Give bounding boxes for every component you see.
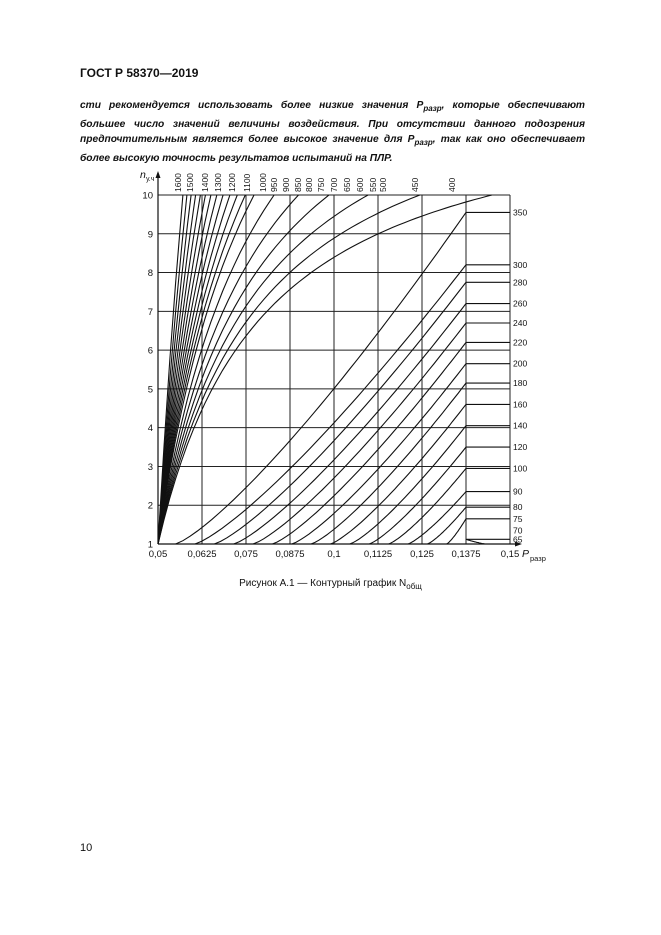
contour-label-top: 850 [293, 177, 303, 192]
y-tick-label: 3 [147, 461, 153, 473]
contour-label-right: 120 [513, 442, 528, 453]
body-text-part-2: , которые обеспечивают большее число значений величины воздействия. При отсутствии данного подозрения предпочтительным является более высокое значение для P [80, 100, 585, 146]
contour-label-right: 350 [513, 207, 528, 218]
contour-label-right: 240 [513, 317, 528, 328]
contour-label-top: 1200 [227, 173, 237, 192]
contour-label-top: 800 [304, 177, 314, 192]
contour-label-right: 160 [513, 399, 528, 410]
x-tick-label: 0,15 [500, 549, 520, 560]
body-text-part-1: сти рекомендуется использовать более низкие значения P [80, 100, 424, 111]
x-tick-label: 0,1125 [363, 549, 393, 560]
x-tick-label: 0,0875 [275, 549, 305, 560]
y-tick-label: 1 [147, 539, 153, 551]
contour-line-75 [447, 519, 510, 544]
document-header: ГОСТ Р 58370—2019 [80, 66, 199, 80]
x-axis-title-subscript: разр [530, 554, 546, 563]
x-axis-title: P [522, 548, 530, 560]
contour-label-right: 80 [513, 502, 523, 513]
contour-label-right: 260 [513, 298, 528, 309]
y-axis-title-subscript: у.ч [146, 176, 155, 183]
contour-line-240 [253, 323, 510, 544]
contour-label-top: 750 [316, 177, 326, 192]
y-tick-label: 5 [147, 384, 153, 396]
y-axis-title: n [140, 169, 146, 181]
contour-label-top: 1400 [200, 173, 210, 192]
y-tick-label: 8 [147, 268, 153, 280]
contour-line-350 [176, 212, 510, 544]
contour-line-1300 [158, 195, 329, 544]
body-text-part-3: , так как оно обеспечивает более высокую точность результатов испытаний на ПЛР. [80, 134, 585, 164]
x-tick-label: 0,075 [234, 549, 258, 560]
contour-label-top: 950 [269, 177, 279, 192]
chart-axes [156, 171, 523, 547]
y-tick-label: 9 [147, 229, 153, 241]
contour-label-right: 90 [513, 486, 523, 497]
x-tick-label: 0,05 [148, 549, 168, 560]
contour-label-right: 180 [513, 378, 528, 389]
contour-label-top: 550 [368, 177, 378, 192]
contour-label-top: 1100 [242, 173, 252, 192]
y-tick-label: 10 [142, 190, 153, 202]
contour-line-220 [272, 342, 510, 544]
y-axis-arrow [156, 171, 161, 178]
contour-label-top: 500 [378, 177, 388, 192]
contour-label-right: 65 [513, 534, 523, 545]
contour-line-80 [427, 507, 510, 544]
contour-line-200 [292, 364, 510, 544]
contour-line-65 [466, 539, 510, 544]
contour-label-right: 75 [513, 513, 523, 524]
contour-label-top: 1500 [185, 173, 195, 192]
body-text-subscript-1: разр [423, 104, 442, 114]
x-tick-label: 0,125 [410, 549, 434, 560]
contour-line-260 [234, 304, 510, 544]
contour-line-100 [389, 468, 510, 544]
caption-text: Рисунок А.1 — Контурный график N [239, 578, 407, 589]
contour-label-top: 650 [342, 177, 352, 192]
x-tick-label: 0,0625 [187, 549, 217, 560]
contour-label-top: 400 [447, 177, 457, 192]
body-text-subscript-2: разр [414, 138, 433, 148]
y-tick-label: 6 [147, 345, 153, 357]
x-tick-label: 0,1 [327, 549, 341, 560]
contour-label-top: 1300 [213, 173, 223, 192]
contour-line-180 [311, 383, 510, 544]
contour-line-140 [350, 426, 510, 544]
y-tick-label: 7 [147, 306, 153, 318]
contour-label-right: 220 [513, 337, 528, 348]
contour-line-120 [369, 447, 510, 544]
contour-label-right: 300 [513, 259, 528, 270]
contour-label-right: 200 [513, 358, 528, 369]
y-tick-label: 4 [147, 423, 153, 435]
contour-label-top: 700 [329, 177, 339, 192]
contour-label-top: 450 [410, 177, 420, 192]
chart-labels [140, 169, 546, 563]
contour-label-top: 1600 [173, 173, 183, 192]
contour-label-top: 900 [281, 177, 291, 192]
contour-line-90 [408, 492, 510, 544]
contour-label-right: 70 [513, 525, 523, 536]
caption-subscript: общ [406, 582, 422, 591]
contour-label-top: 1000 [258, 173, 268, 192]
figure-caption [0, 578, 661, 591]
contour-label-right: 100 [513, 463, 528, 474]
page-number: 10 [80, 842, 93, 854]
y-tick-label: 2 [147, 500, 153, 512]
x-tick-label: 0,1375 [451, 549, 481, 560]
contour-label-right: 280 [513, 277, 528, 288]
contour-label-right: 140 [513, 420, 528, 431]
contour-line-300 [195, 265, 510, 544]
contour-label-top: 600 [355, 177, 365, 192]
